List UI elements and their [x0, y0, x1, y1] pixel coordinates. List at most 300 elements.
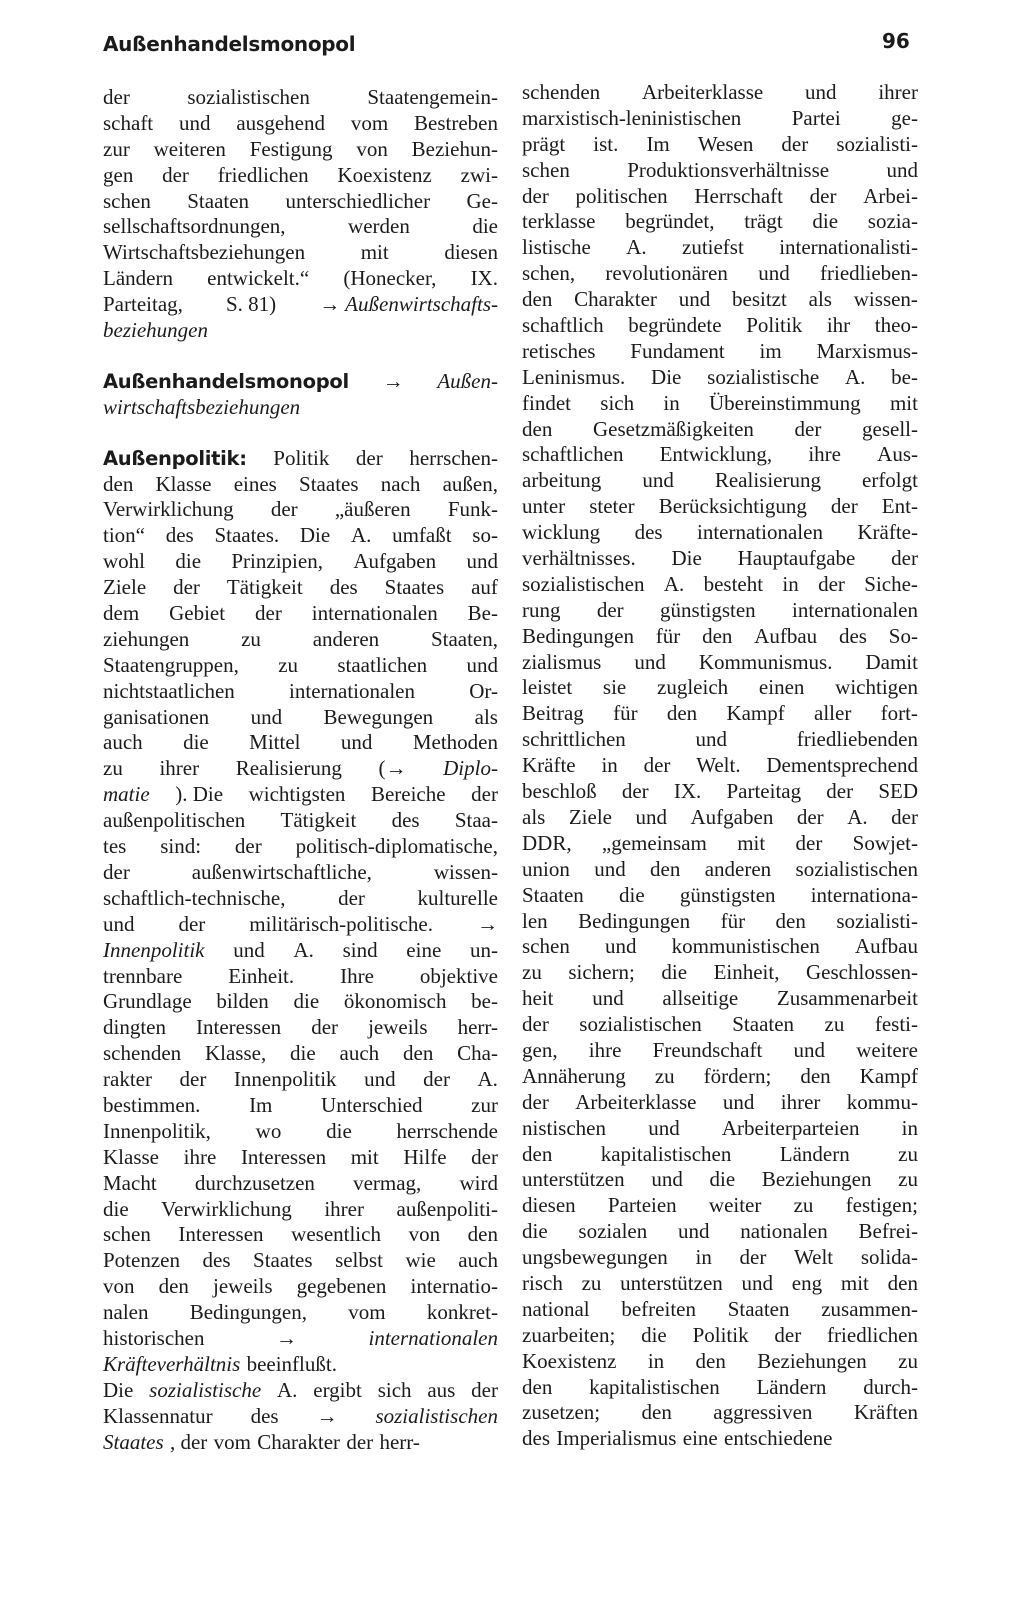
word: bestimmen. — [103, 1092, 201, 1117]
text-line — [522, 1426, 918, 1452]
word: friedlichen — [217, 162, 309, 187]
word: Berücksichtigung — [658, 494, 807, 519]
word: zusetzen; — [522, 1400, 601, 1425]
word: sich — [377, 1377, 412, 1402]
word: und — [651, 1167, 683, 1192]
word: Annäherung — [522, 1063, 626, 1088]
word: friedlichen — [827, 1322, 918, 1347]
word: den — [887, 1270, 918, 1295]
word: Produktionsverhältnisse — [627, 157, 830, 182]
word: Kampf — [859, 1063, 918, 1088]
word: ihrer — [878, 80, 918, 104]
word: schen, — [522, 261, 576, 286]
word: außenpoliti- — [396, 1196, 498, 1221]
word: auch — [458, 1248, 498, 1273]
word: zu — [654, 1063, 675, 1088]
cross-reference-text: beziehungen — [103, 318, 208, 343]
word: werden — [348, 214, 410, 239]
page-number: 96 — [882, 29, 910, 53]
word: theo- — [874, 313, 918, 338]
word: leistet — [522, 675, 573, 700]
word: zugleich — [657, 675, 729, 700]
word: der — [830, 494, 858, 519]
word: der — [179, 1067, 207, 1092]
word: Geschlossen- — [806, 960, 918, 985]
word: durch- — [863, 1374, 918, 1399]
word: schen — [522, 157, 570, 182]
word: die — [709, 1167, 736, 1192]
word: konkret- — [426, 1300, 498, 1325]
word: SED — [878, 779, 918, 804]
text-line — [103, 1326, 498, 1352]
word: sie — [602, 675, 627, 700]
word: die — [290, 1041, 316, 1066]
word: zu — [793, 1193, 814, 1218]
word: schenden — [103, 1041, 182, 1066]
word: internatio- — [410, 1274, 498, 1299]
word: sich — [600, 390, 635, 415]
word: Arbei- — [863, 183, 918, 208]
word: wie — [405, 1248, 436, 1273]
text-line — [103, 860, 498, 886]
text-line — [522, 598, 918, 624]
word: anderen — [312, 626, 380, 651]
word: A. — [847, 804, 868, 829]
text-line — [522, 1297, 918, 1323]
word: zutiefst — [682, 235, 744, 260]
word: der — [795, 830, 823, 855]
word: Im — [646, 131, 670, 156]
text-line — [522, 184, 918, 210]
word: und — [642, 468, 674, 493]
word: ausgehend — [236, 110, 325, 135]
word: ihrer — [324, 1196, 364, 1221]
text-line — [522, 520, 918, 546]
word: Koexistenz — [522, 1348, 617, 1373]
text-line — [103, 938, 498, 964]
text-line — [522, 235, 918, 261]
word: der — [346, 1429, 374, 1454]
word: auch — [339, 1041, 380, 1066]
word: vom — [350, 110, 389, 135]
word: Welt — [794, 1245, 834, 1270]
cross-reference-text: Innenpolitik — [103, 937, 205, 962]
left-column — [103, 85, 498, 1455]
word: und — [466, 549, 498, 574]
word: Bedingungen, — [189, 1300, 307, 1325]
word: der — [796, 804, 824, 829]
word: sozialistischen — [522, 571, 645, 596]
word: der — [471, 1377, 498, 1402]
word: Einheit, — [713, 960, 780, 985]
word: historischen — [103, 1325, 205, 1350]
text-line — [522, 287, 918, 313]
word: des — [522, 1426, 550, 1451]
cross-reference-text: Staates — [103, 1429, 164, 1454]
word: wesentlich — [291, 1222, 381, 1247]
word: Potenzen — [103, 1248, 180, 1273]
word: der — [234, 834, 262, 859]
text-line — [522, 261, 918, 287]
word: beeinflußt. — [246, 1351, 337, 1376]
word: der — [522, 183, 549, 208]
text-line — [522, 209, 918, 235]
text-line — [103, 318, 498, 344]
word: Wirtschaftsbeziehungen — [103, 240, 306, 265]
word: und — [695, 727, 728, 752]
right-column — [522, 80, 918, 1452]
text-line — [103, 497, 498, 523]
word: Kräfte- — [857, 520, 918, 545]
word: anderen — [704, 856, 772, 881]
word: und — [648, 1115, 680, 1140]
word: Realisierung — [714, 468, 821, 493]
word: ge- — [891, 105, 918, 130]
word: internationalisti- — [779, 235, 918, 260]
word: Charakter — [257, 1429, 341, 1454]
word: kapitalistischen — [600, 1141, 732, 1166]
word: zwi- — [460, 162, 498, 187]
word: der — [355, 445, 383, 470]
text-line — [103, 1093, 498, 1119]
word: Gesetzmäßigkeiten — [592, 416, 754, 441]
word: fort- — [880, 701, 918, 726]
word: verhältnisses. — [522, 546, 636, 571]
word: aggressiven — [713, 1400, 813, 1425]
text-line — [103, 1274, 498, 1300]
word: und — [233, 937, 265, 962]
text-line — [522, 1323, 918, 1349]
word: mit — [360, 240, 389, 265]
text-line — [103, 575, 498, 601]
word: sozialistischen — [187, 85, 310, 109]
text-line — [522, 727, 918, 753]
word: ihre — [808, 442, 841, 467]
word: der — [522, 1089, 549, 1114]
word: ihre — [183, 1144, 217, 1169]
word: friedlieben- — [820, 261, 918, 286]
word: ihrer — [159, 756, 200, 781]
entry-headword: Außenpolitik: — [103, 446, 247, 470]
text-line — [103, 989, 498, 1015]
word: Staates — [299, 471, 359, 496]
word: und — [250, 704, 283, 729]
text-line — [103, 240, 498, 266]
text-line — [522, 1012, 918, 1038]
word: Zusammenarbeit — [776, 986, 918, 1011]
text-line — [522, 106, 918, 132]
word: Im — [249, 1092, 273, 1117]
text-line — [522, 468, 918, 494]
word: revolutionären — [605, 261, 728, 286]
word: arbeitung — [522, 468, 602, 493]
word: die — [661, 960, 688, 985]
word: nach — [380, 471, 421, 496]
word: den — [800, 1063, 831, 1088]
text-line — [522, 1142, 918, 1168]
word: weiter — [708, 1193, 762, 1218]
word: von — [103, 1274, 135, 1299]
word: der — [826, 779, 854, 804]
word: Ländern — [103, 266, 173, 291]
word: diesen — [444, 240, 498, 265]
text-line — [103, 1041, 498, 1067]
text-line — [103, 834, 498, 860]
word: marxistisch-leninistischen — [522, 105, 742, 130]
word: unterstützen — [522, 1167, 625, 1192]
word: → — [275, 1325, 297, 1350]
word: Innenpolitik — [233, 1067, 337, 1092]
word: A. — [293, 937, 314, 962]
word: → — [382, 368, 404, 393]
word: findet — [522, 390, 571, 415]
word: Verwirklichung — [103, 497, 234, 522]
word: Arbeiterparteien — [721, 1115, 860, 1140]
word: Die — [299, 523, 331, 548]
cross-reference-text: internationalen — [368, 1325, 498, 1350]
word: gesell- — [862, 416, 918, 441]
word: bilden — [216, 989, 269, 1014]
word: Beitrag — [522, 701, 584, 726]
text-line — [522, 1064, 918, 1090]
word: umfaßt — [392, 523, 452, 548]
text-line — [522, 132, 918, 158]
running-title: Außenhandelsmonopol — [103, 32, 356, 56]
word: Bedingungen — [578, 908, 691, 933]
word: kulturelle — [417, 885, 498, 910]
word: schaft — [103, 110, 154, 135]
text-line — [522, 158, 918, 184]
word: Klasse, — [204, 1041, 267, 1066]
word: Charakter — [574, 287, 657, 312]
word: der — [643, 753, 671, 778]
word: Staaten — [732, 1012, 795, 1037]
word: staatlichen — [337, 652, 428, 677]
word: günstigsten — [660, 597, 756, 622]
word: der — [818, 571, 845, 596]
word: Die — [103, 1377, 134, 1402]
word: schen — [103, 1222, 151, 1247]
text-line — [522, 1116, 918, 1142]
text-line — [103, 1352, 498, 1378]
word: sozialistischen — [579, 1012, 702, 1037]
word: auch — [103, 730, 143, 755]
word: friedliebenden — [796, 727, 918, 752]
word: der — [471, 1144, 498, 1169]
text-line — [522, 546, 918, 572]
word: mit — [350, 1144, 379, 1169]
word: Aufgaben — [353, 549, 437, 574]
cross-reference-text: wirtschaftsbeziehungen — [103, 394, 301, 419]
word: trägt — [744, 209, 783, 234]
word: Kräfte — [522, 753, 576, 778]
word: unterstützen — [620, 1270, 723, 1295]
word: besitzt — [732, 287, 787, 312]
word: den — [522, 1141, 553, 1166]
word: Koexistenz — [337, 162, 432, 187]
word: selbst — [335, 1248, 383, 1273]
word: für — [655, 623, 681, 648]
word: und — [605, 934, 637, 959]
word: tion“ — [103, 523, 145, 548]
word: Mittel — [249, 730, 301, 755]
text-line — [522, 857, 918, 883]
word: wicklung — [522, 520, 601, 545]
word: begründet, — [625, 209, 715, 234]
text-line — [103, 369, 498, 395]
word: objektive — [419, 963, 498, 988]
word: zuarbeiten; — [522, 1322, 616, 1347]
word: S. 81) — [226, 292, 277, 317]
word: als — [808, 287, 832, 312]
text-line — [522, 1400, 918, 1426]
word: internationalen — [289, 678, 415, 703]
text-line — [103, 1197, 498, 1223]
word: Ihre — [340, 963, 374, 988]
word: Innenpolitik, — [103, 1118, 211, 1143]
word: Staa- — [454, 808, 498, 833]
word: internationalen — [311, 601, 438, 626]
word: rakter — [103, 1067, 152, 1092]
word: zialismus — [522, 649, 602, 674]
text-line — [522, 1038, 918, 1064]
word: günstigsten — [679, 882, 776, 907]
word: militärisch-politische. — [249, 911, 434, 936]
text-line — [103, 653, 498, 679]
word: Fundament — [630, 338, 725, 363]
word: Staaten, — [430, 626, 498, 651]
word: in — [782, 571, 799, 596]
word: ihre — [588, 1037, 622, 1062]
word: Welt. — [696, 753, 741, 778]
word: Ziele — [103, 575, 147, 600]
text-line — [103, 756, 498, 782]
word: nichtstaatlichen — [103, 678, 235, 703]
text-line — [103, 730, 498, 756]
word: außenwirtschaftliche, — [191, 859, 372, 884]
word: A. — [663, 571, 685, 596]
word: Staaten — [522, 882, 584, 907]
word: Beziehungen — [757, 1348, 867, 1373]
text-line — [103, 782, 498, 808]
word: So- — [888, 623, 918, 648]
text-line — [103, 1067, 498, 1093]
word: der — [781, 131, 809, 156]
word: die — [641, 1322, 667, 1347]
word: den — [522, 1374, 553, 1399]
word: zu — [898, 1167, 918, 1192]
word: den — [666, 701, 698, 726]
word: A. — [277, 1377, 298, 1402]
word: terklasse — [522, 209, 596, 234]
word: Bedingungen — [522, 623, 634, 648]
text-line — [522, 1167, 918, 1193]
text-line — [522, 883, 918, 909]
text-line — [103, 964, 498, 990]
word: der — [162, 162, 189, 187]
text-line — [522, 1245, 918, 1271]
word: Arbeiterklasse — [575, 1089, 697, 1114]
word: der — [173, 575, 200, 600]
word: Be- — [467, 601, 498, 626]
word: Ent- — [881, 494, 918, 519]
word: und — [678, 1219, 710, 1244]
word: „äußeren — [334, 497, 411, 522]
word: mit — [840, 1270, 869, 1295]
word: in — [647, 1348, 665, 1373]
word: internationalen — [697, 520, 823, 545]
word: den — [158, 1274, 189, 1299]
word: außen, — [442, 471, 498, 496]
word: Unterschied — [321, 1092, 423, 1117]
word: Parteitag, — [103, 292, 183, 317]
word: ungsbewegungen — [522, 1245, 668, 1270]
text-line — [103, 1222, 498, 1248]
word: Parteitag — [726, 779, 802, 804]
word: ). Die — [175, 782, 224, 807]
word: Klasse — [155, 471, 212, 496]
word: der — [270, 497, 298, 522]
word: Macht — [103, 1170, 157, 1195]
word: so- — [472, 523, 498, 548]
text-line — [103, 472, 498, 498]
word: die — [293, 989, 320, 1014]
word: sozialisti- — [836, 131, 918, 156]
word: Kräften — [853, 1400, 918, 1425]
word: Staates. — [214, 523, 280, 548]
word: Aufbau — [754, 623, 818, 648]
text-line — [522, 1271, 918, 1297]
text-line — [522, 1219, 918, 1245]
text-line — [522, 494, 918, 520]
word: Kommunismus. — [698, 649, 833, 674]
word: Befrei- — [858, 1219, 918, 1244]
word: die — [183, 730, 209, 755]
word: eine — [406, 937, 442, 962]
text-line — [522, 339, 918, 365]
word: in — [695, 1245, 712, 1270]
word: die — [619, 882, 645, 907]
text-line — [103, 1145, 498, 1171]
word: den — [695, 1348, 726, 1373]
word: unter — [522, 494, 566, 519]
text-line — [103, 1119, 498, 1145]
cross-reference-text: Außen- — [437, 368, 498, 393]
text-line — [522, 960, 918, 986]
text-line — [522, 934, 918, 960]
word: Or- — [469, 678, 498, 703]
word: außenpolitischen — [103, 808, 246, 833]
word: wichtigen — [835, 675, 918, 700]
word: Übereinstimmung — [709, 390, 861, 415]
word: Interessen — [196, 1015, 282, 1040]
word: → — [316, 1403, 338, 1428]
word: den — [522, 287, 553, 312]
word: vom — [348, 1300, 386, 1325]
word: und — [103, 911, 135, 936]
word: IX. — [470, 266, 498, 291]
text-line — [522, 986, 918, 1012]
word: Einheit. — [228, 963, 295, 988]
word: ziehungen — [103, 626, 190, 651]
word: un- — [470, 937, 498, 962]
word: Wesen — [697, 131, 754, 156]
word: , der — [169, 1429, 208, 1454]
word: wird — [459, 1170, 498, 1195]
word: und — [741, 1270, 774, 1295]
word: zu — [103, 756, 123, 781]
word: in — [601, 753, 618, 778]
